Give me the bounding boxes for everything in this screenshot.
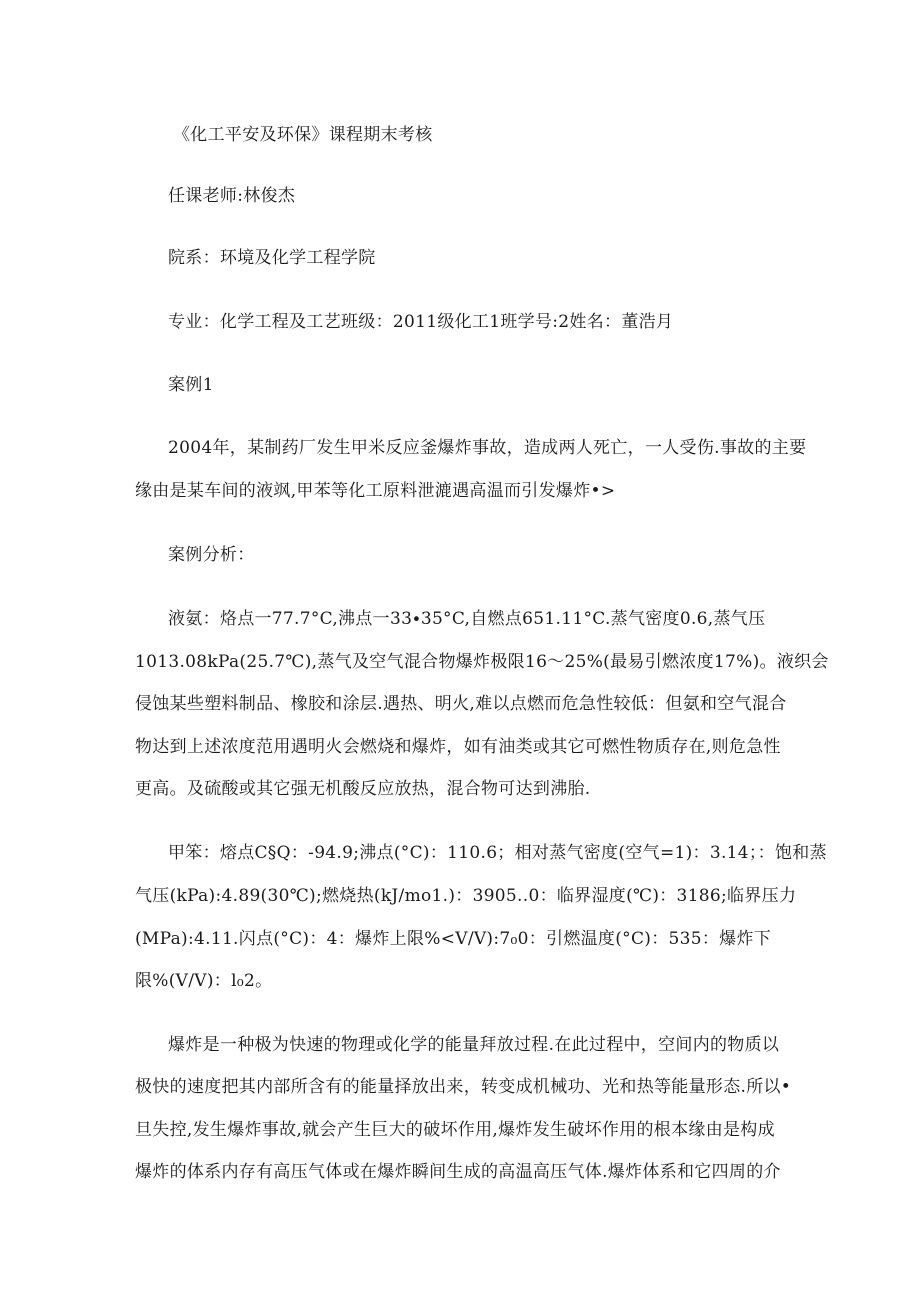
ammonia-paragraph-line: 更高。及硫酸或其它强无机酸反应放热，混合物可达到沸胎. (135, 779, 591, 799)
ammonia-paragraph-line: 1013.08kPa(25.7℃),蒸气及空气混合物爆炸极限16〜25%(最易引燃浓度17%)。液织会 (135, 652, 829, 672)
ammonia-paragraph-line: 物达到上述浓度范用遇明火会燃烧和爆炸，如有油类或其它可燃性物质存在,则危急性 (135, 737, 781, 757)
department-line: 院系：环境及化学工程学院 (168, 248, 376, 268)
explosion-paragraph-line: 极快的速度把其内部所含有的能量择放出来，转变成机械功、光和热等能量形态.所以• (135, 1077, 792, 1097)
analysis-heading: 案例分析： (168, 545, 255, 565)
toluene-paragraph-line: (MPa):4.11.闪点(°C)：4：爆炸上限%<V/V):7₀0：引燃温度(°C)：535：爆炸下 (135, 929, 772, 949)
case-heading: 案例1 (168, 375, 214, 395)
toluene-paragraph-line: 限%(V/V)：l₀2。 (135, 971, 273, 991)
ammonia-paragraph-line: 侵蚀某些塑料制品、橡胶和涂层.遇热、明火,难以点燃而危急性较低：但氨和空气混合 (135, 694, 787, 714)
toluene-paragraph-line: 气压(kPa):4.89(30℃);燃烧热(kJ/mo1.)：3905..0：临界湿度(℃)：3186;临界压力 (135, 886, 797, 906)
explosion-paragraph-line: 爆炸是一种极为快速的物理或化学的能量拜放过程.在此过程中，空间内的物质以 (168, 1035, 780, 1055)
explosion-paragraph-line: 旦失控,发生爆炸事故,就会产生巨大的破坏作用,爆炸发生破坏作用的根本缘由是构成 (135, 1120, 775, 1140)
toluene-paragraph-line: 甲笨：熔点C§Q：-94.9;沸点(°C)：110.6；相对蒸气密度(空气=1)：3.14；：饱和蒸 (168, 843, 827, 863)
ammonia-paragraph-line: 液氨：烙点一77.7°C,沸点一33∙35°C,自燃点651.11°C.蒸气密度0.6,蒸气压 (168, 609, 766, 629)
document-title: 《化工平安及环保》课程期末考核 (173, 125, 433, 145)
explosion-paragraph-line: 爆炸的体系内存有高压气体或在爆炸瞬间生成的高温高压气体.爆炸体系和它四周的介 (135, 1162, 781, 1182)
student-info-line: 专业：化学工程及工艺班级：2011级化工1班学号:2姓名：董浩月 (168, 312, 674, 332)
teacher-line: 任课老师:林俊杰 (168, 186, 296, 206)
case-description-line: 缘由是某车间的液飒,甲苯等化工原料泄漉遇高温而引发爆炸•> (135, 481, 616, 501)
case-description-line: 2004年，某制药厂发生甲米反应釜爆炸事故，造成两人死亡，一人受伤.事故的主要 (168, 438, 807, 458)
